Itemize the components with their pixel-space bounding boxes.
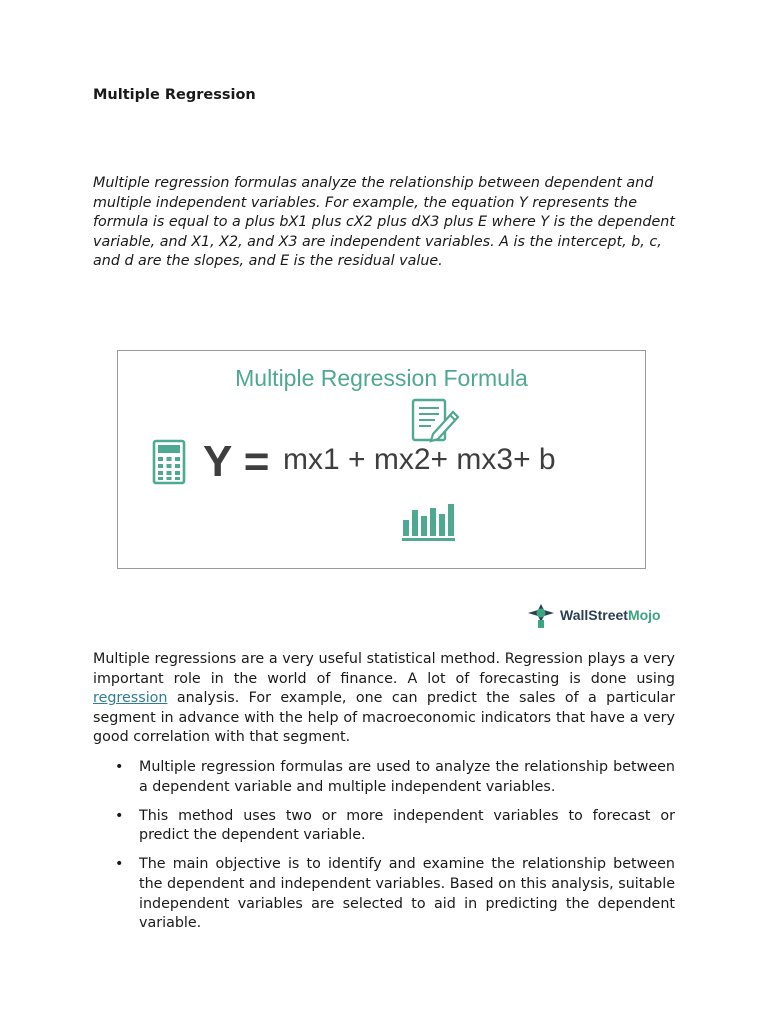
regression-link[interactable]: regression	[93, 690, 168, 707]
formula-equation: mx1 + mx2+ mx3+ b	[283, 443, 556, 476]
list-item	[93, 855, 675, 933]
bullet-icon: •	[115, 807, 124, 824]
body-paragraph	[93, 650, 675, 748]
list-item	[93, 807, 675, 846]
list-item-text: The main objective is to identify and examine the relationship between the dependent and independent variables. Based on this analysis, suitable independent variables are selected to aid in predicting the dependent variable.	[139, 856, 675, 932]
formula-figure	[117, 350, 646, 569]
logo-word-1: WallStreet	[560, 607, 628, 623]
document-pencil-icon	[411, 398, 463, 444]
logo-wordmark	[560, 607, 661, 623]
list-item	[93, 758, 675, 797]
paragraph-text-start: Multiple regressions are a very useful statistical method. Regression plays a very important role in the world of finance. A lot of forecasting is done using	[93, 651, 675, 687]
paragraph-text-end: analysis. For example, one can predict the sales of a particular segment in advance with the help of macroeconomic indicators that have a very good correlation with that segment.	[93, 690, 675, 746]
logo-word-2: Mojo	[627, 607, 661, 623]
logo-mark-icon	[526, 600, 556, 630]
calculator-icon	[152, 439, 186, 485]
wallstreetmojo-logo	[526, 600, 661, 630]
intro-paragraph: Multiple regression formulas analyze the relationship between dependent and multiple independent variables. For example, the equation Y represents the formula is equal to a plus bX1 plus cX2 plus dX3 plus E where Y is the dependent variable, and X1, X2, and X3 are independent variables. A is the intercept, b, c, and d are the slopes, and E is the residual value.	[93, 175, 675, 270]
bullet-list	[93, 758, 675, 943]
bullet-icon: •	[115, 759, 124, 775]
bar-chart-icon	[401, 502, 457, 542]
page-title: Multiple Regression	[93, 87, 256, 103]
formula-y: Y =	[203, 437, 270, 486]
list-item-text: Multiple regression formulas are used to analyze the relationship between a dependent variable and multiple independent variables.	[139, 759, 675, 795]
figure-title: Multiple Regression Formula	[235, 365, 528, 391]
bullet-icon: •	[115, 856, 124, 873]
list-item-text: This method uses two or more independent variables to forecast or predict the dependent variable.	[139, 807, 675, 844]
